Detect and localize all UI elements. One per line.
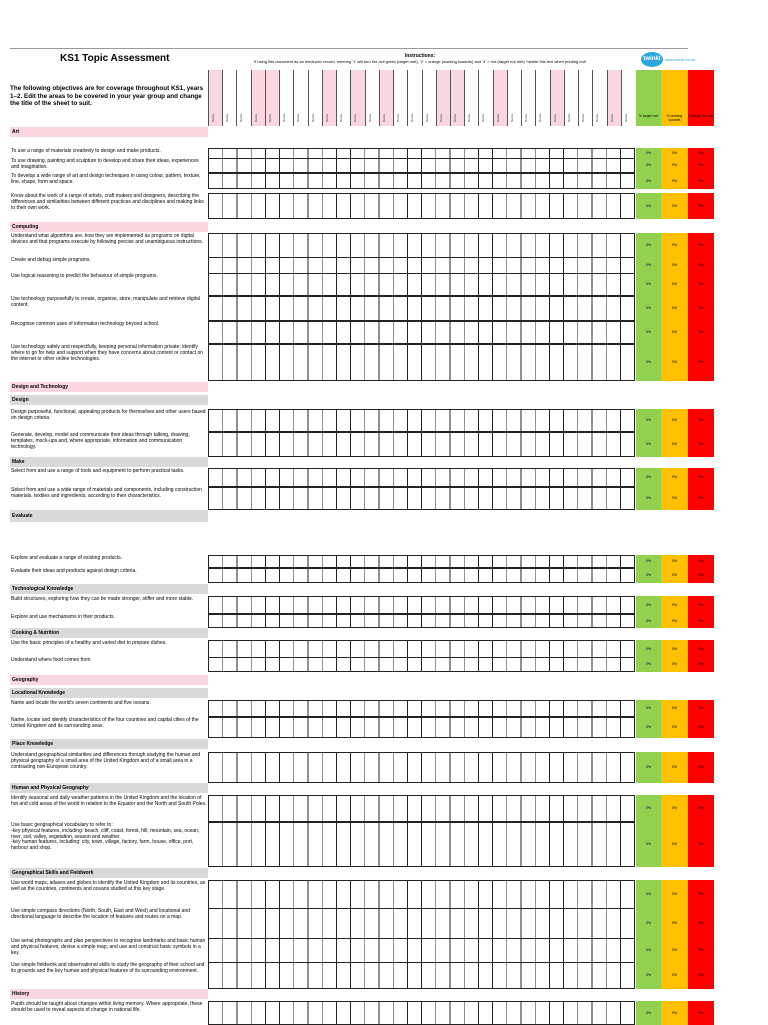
- stat-not-met: 0%: [688, 717, 714, 738]
- name-column-header[interactable]: [336, 70, 350, 126]
- stat-working: 0%: [661, 700, 688, 717]
- objective-text: Name, locate and identify characteristics of the four countries and capital cities of the United Kingdom and its surrounding seas.: [11, 717, 199, 729]
- stat-met: 0%: [636, 880, 661, 909]
- stat-working: 0%: [661, 257, 688, 274]
- stat-met: 0%: [636, 700, 661, 717]
- stat-not-met: 0%: [688, 487, 714, 510]
- stat-met: 0%: [636, 148, 661, 159]
- name-column-header[interactable]: [607, 70, 621, 126]
- objective-text: Select from and use a range of tools and equipment to perform practical tasks.: [11, 468, 185, 474]
- name-column-label: Name: [452, 113, 457, 122]
- name-column-header[interactable]: [379, 70, 393, 126]
- name-column-header[interactable]: [350, 70, 364, 126]
- stat-working: 0%: [661, 640, 688, 658]
- stat-met: 0%: [636, 752, 661, 783]
- assessment-cells[interactable]: [208, 568, 635, 583]
- stat-working: 0%: [661, 273, 688, 296]
- objective-text: Select from and use a wide range of materials and components, including construction materials, textiles and ingredients, according to their characteristics.: [11, 487, 202, 499]
- stat-met: 0%: [636, 596, 661, 614]
- name-column-label: Name: [538, 113, 543, 122]
- stat-not-met: 0%: [688, 596, 714, 614]
- section-heading: Locational Knowledge: [10, 688, 208, 698]
- name-column-label: Name: [211, 113, 215, 122]
- stat-not-met: 0%: [688, 795, 714, 822]
- assessment-cells[interactable]: [208, 296, 635, 321]
- stat-met: 0%: [636, 487, 661, 510]
- stat-not-met: 0%: [688, 962, 714, 989]
- name-column-header[interactable]: [236, 70, 250, 126]
- objective-text: Use technology safely and respectfully, keeping personal information private; identify where to go for help and support when they have concerns about content or contact on the internet or other online technologies.: [11, 344, 204, 362]
- name-column-header[interactable]: [564, 70, 578, 126]
- name-column-label: Name: [524, 113, 529, 122]
- objective-text: Know about the work of a range of artists, craft makers and designers, describing the differences and similarities between different practices and disciplines and making links to their own work.: [11, 193, 204, 211]
- objective-text: To use drawing, painting and sculpture to develop and share their ideas, experiences and imagination.: [11, 158, 199, 170]
- name-column-label: Name: [381, 113, 386, 122]
- stat-not-met: 0%: [688, 822, 714, 867]
- stat-met: 0%: [636, 158, 661, 173]
- stat-met: 0%: [636, 1001, 661, 1025]
- stat-working: 0%: [661, 880, 688, 909]
- stat-not-met: 0%: [688, 158, 714, 173]
- stat-header-working: % working towards: [661, 70, 688, 126]
- stat-not-met: 0%: [688, 257, 714, 274]
- stat-met: 0%: [636, 568, 661, 583]
- assessment-cells[interactable]: [208, 880, 635, 909]
- objective-text: Use simple fieldwork and observational skills to study the geography of their school and its grounds and the key human and physical features of its surrounding environment.: [11, 962, 205, 974]
- objective-text: To develop a wide range of art and design techniques in using colour, pattern, texture, line, shape, form and space.: [11, 173, 201, 185]
- name-column-label: Name: [253, 113, 258, 122]
- stat-working: 0%: [661, 614, 688, 628]
- name-column-header[interactable]: [436, 70, 450, 126]
- stat-met: 0%: [636, 173, 661, 189]
- section-heading: Cooking & Nutrition: [10, 628, 208, 638]
- stat-met: 0%: [636, 409, 661, 432]
- stat-met: 0%: [636, 273, 661, 296]
- logo-mark: twinkl: [641, 52, 663, 67]
- section-heading: Evaluate: [10, 510, 208, 522]
- name-column-header[interactable]: [578, 70, 592, 126]
- objective-text: Generate, develop, model and communicate their ideas through talking, drawing, templates, mock-ups and, where appropriate, information and communication technology.: [11, 432, 190, 450]
- name-column-label: Name: [353, 113, 358, 122]
- stat-working: 0%: [661, 717, 688, 738]
- name-column-header[interactable]: [450, 70, 464, 126]
- stat-not-met: 0%: [688, 880, 714, 909]
- name-column-header[interactable]: [621, 70, 635, 126]
- stat-met: 0%: [636, 640, 661, 658]
- name-column-label: Name: [324, 113, 329, 122]
- instructions: [210, 53, 630, 64]
- assessment-cells[interactable]: [208, 1001, 635, 1025]
- stat-working: 0%: [661, 596, 688, 614]
- instructions-title: Instructions:: [404, 53, 436, 59]
- name-column-header[interactable]: [422, 70, 436, 126]
- instructions-text: If using this document as an electronic record, entering '1' will turn the cell green (target met), '2' = orange (working towards) and '3' = red (target not met) *delete this text when printing out!: [254, 59, 586, 64]
- name-column-header[interactable]: [464, 70, 478, 126]
- objective-text: Build structures, exploring how they can be made stronger, stiffer and more stable.: [11, 596, 194, 602]
- name-column-header[interactable]: [535, 70, 549, 126]
- assessment-cells[interactable]: [208, 173, 635, 189]
- stat-working: 0%: [661, 148, 688, 159]
- assessment-cells[interactable]: [208, 908, 635, 939]
- stat-met: 0%: [636, 908, 661, 939]
- section-heading: Place Knowledge: [10, 739, 208, 749]
- stat-not-met: 0%: [688, 555, 714, 568]
- intro-text: The following objectives are for coverage throughout KS1, years 1–2. Edit the areas to be covered in your year group and change the title of the sheet to suit.: [10, 85, 204, 108]
- name-column-label: Name: [509, 113, 514, 122]
- objective-text: Pupils should be taught about changes within living memory. Where appropriate, these should be used to reveal aspects of change in national life.: [11, 1001, 203, 1013]
- assessment-cells[interactable]: [208, 640, 635, 658]
- objective-text: Identify seasonal and daily weather patterns in the United Kingdom and the location of hot and cold areas of the world in relation to the Equator and the North and South Poles.: [11, 795, 207, 807]
- name-column-label: Name: [367, 113, 372, 122]
- stat-not-met: 0%: [688, 233, 714, 258]
- top-rule: [10, 48, 688, 49]
- stat-not-met: 0%: [688, 344, 714, 381]
- stat-met: 0%: [636, 717, 661, 738]
- stat-not-met: 0%: [688, 296, 714, 321]
- section-heading: Geography: [10, 675, 208, 685]
- assessment-cells[interactable]: [208, 822, 635, 867]
- assessment-cells[interactable]: [208, 717, 635, 738]
- logo-url: www.twinkl.co.uk: [665, 57, 696, 62]
- stat-not-met: 0%: [688, 468, 714, 487]
- section-heading: Human and Physical Geography: [10, 783, 208, 793]
- assessment-cells[interactable]: [208, 596, 635, 614]
- stat-header-not-met: % target not met: [688, 70, 714, 126]
- stat-met: 0%: [636, 795, 661, 822]
- objective-text: Use technology purposefully to create, organise, store, manipulate and retrieve digital content.: [11, 296, 200, 308]
- stat-not-met: 0%: [688, 657, 714, 672]
- stat-met: 0%: [636, 296, 661, 321]
- objective-text: Understand what algorithms are, how they are implemented as programs on digital devices and that programs execute by following precise and unambiguous instructions.: [11, 233, 204, 245]
- objective-text: Use the basic principles of a healthy and varied diet to prepare dishes.: [11, 640, 167, 646]
- section-heading: Design and Technology: [10, 382, 208, 392]
- stat-working: 0%: [661, 752, 688, 783]
- stat-met: 0%: [636, 257, 661, 274]
- assessment-cells[interactable]: [208, 233, 635, 258]
- name-column-label: Name: [566, 113, 571, 122]
- assessment-cells[interactable]: [208, 321, 635, 344]
- stat-working: 0%: [661, 158, 688, 173]
- stat-not-met: 0%: [688, 273, 714, 296]
- name-column-label: Name: [623, 113, 628, 122]
- name-column-header[interactable]: [222, 70, 236, 126]
- objective-text: Explore and evaluate a range of existing products.: [11, 555, 123, 561]
- section-heading: Make: [10, 457, 208, 467]
- name-column-header[interactable]: [521, 70, 535, 126]
- name-column-label: Name: [552, 113, 557, 122]
- stat-working: 0%: [661, 568, 688, 583]
- name-column-label: Name: [225, 113, 230, 122]
- twinkl-logo: [640, 51, 696, 69]
- section-heading: Technological Knowledge: [10, 584, 208, 594]
- stat-working: 0%: [661, 173, 688, 189]
- objective-text: Use basic geographical vocabulary to refer to: -key physical features, including: beach, cliff, coast, forest, hill, mountain, sea, ocean, river, soil, valley, vegetation, season and weather. -key human features, including: city, town, village, factory, farm, house, office, port, harbour and shop.: [11, 822, 200, 852]
- stat-working: 0%: [661, 321, 688, 344]
- stat-met: 0%: [636, 321, 661, 344]
- stat-met: 0%: [636, 193, 661, 219]
- name-column-header[interactable]: [407, 70, 421, 126]
- section-heading: Geographical Skills and Fieldwork: [10, 868, 208, 878]
- section-heading: Art: [10, 127, 208, 137]
- objective-text: Understand where food comes from: [11, 657, 91, 663]
- name-column-header[interactable]: [507, 70, 521, 126]
- name-column-label: Name: [239, 113, 244, 122]
- objective-text: Design purposeful, functional, appealing products for themselves and other users based on design criteria.: [11, 409, 206, 421]
- stat-met: 0%: [636, 468, 661, 487]
- assessment-cells[interactable]: [208, 257, 635, 274]
- stat-working: 0%: [661, 409, 688, 432]
- stat-header-met: % target met: [636, 70, 661, 126]
- name-column-label: Name: [339, 113, 344, 122]
- stat-working: 0%: [661, 938, 688, 963]
- stat-not-met: 0%: [688, 148, 714, 159]
- name-column-label: Name: [424, 113, 429, 122]
- stat-working: 0%: [661, 344, 688, 381]
- section-heading: History: [10, 989, 208, 999]
- name-column-header[interactable]: [265, 70, 279, 126]
- assessment-cells[interactable]: [208, 487, 635, 510]
- stat-not-met: 0%: [688, 938, 714, 963]
- assessment-cells[interactable]: [208, 657, 635, 672]
- stat-met: 0%: [636, 822, 661, 867]
- section-heading: Design: [10, 395, 208, 405]
- stat-working: 0%: [661, 555, 688, 568]
- name-column-header[interactable]: [308, 70, 322, 126]
- assessment-cells[interactable]: [208, 962, 635, 989]
- stat-working: 0%: [661, 296, 688, 321]
- stat-met: 0%: [636, 555, 661, 568]
- stat-not-met: 0%: [688, 193, 714, 219]
- name-column-header[interactable]: [550, 70, 564, 126]
- name-column-label: Name: [267, 113, 272, 122]
- assessment-cells[interactable]: [208, 344, 635, 381]
- assessment-cells[interactable]: [208, 700, 635, 717]
- stat-working: 0%: [661, 657, 688, 672]
- name-column-header[interactable]: [251, 70, 265, 126]
- name-column-header[interactable]: [393, 70, 407, 126]
- assessment-cells[interactable]: [208, 432, 635, 457]
- stat-working: 0%: [661, 487, 688, 510]
- stat-working: 0%: [661, 1001, 688, 1025]
- stat-not-met: 0%: [688, 568, 714, 583]
- objective-text: Explore and use mechanisms in their products.: [11, 614, 115, 620]
- name-column-label: Name: [410, 113, 415, 122]
- stat-working: 0%: [661, 908, 688, 939]
- stat-working: 0%: [661, 193, 688, 219]
- stat-met: 0%: [636, 962, 661, 989]
- assessment-cells[interactable]: [208, 273, 635, 296]
- assessment-cells[interactable]: [208, 938, 635, 963]
- stat-working: 0%: [661, 432, 688, 457]
- name-column-label: Name: [310, 113, 315, 122]
- name-column-header[interactable]: [279, 70, 293, 126]
- stat-working: 0%: [661, 468, 688, 487]
- objective-text: Recognise common uses of information technology beyond school.: [11, 321, 160, 327]
- stat-not-met: 0%: [688, 614, 714, 628]
- objective-text: Use simple compass directions (North, South, East and West) and locational and directional language to describe the location of features and routes on a map.: [11, 908, 190, 920]
- assessment-cells[interactable]: [208, 752, 635, 783]
- assessment-cells[interactable]: [208, 158, 635, 173]
- name-column-label: Name: [595, 113, 600, 122]
- objective-text: Use world maps, atlases and globes to identify the United Kingdom and its countries, as well as the countries, continents and oceans studied at this key stage.: [11, 880, 206, 892]
- stat-met: 0%: [636, 233, 661, 258]
- name-column-label: Name: [282, 113, 287, 122]
- stat-working: 0%: [661, 795, 688, 822]
- name-column-header[interactable]: [478, 70, 492, 126]
- name-column-label: Name: [438, 113, 443, 122]
- name-column-header[interactable]: [322, 70, 336, 126]
- stat-not-met: 0%: [688, 752, 714, 783]
- stat-not-met: 0%: [688, 640, 714, 658]
- assessment-cells[interactable]: [208, 795, 635, 822]
- stat-not-met: 0%: [688, 173, 714, 189]
- assessment-cells[interactable]: [208, 193, 635, 219]
- objective-text: Create and debug simple programs.: [11, 257, 91, 263]
- name-column-label: Name: [581, 113, 586, 122]
- name-column-header[interactable]: [208, 70, 222, 126]
- objective-text: Understand geographical similarities and differences through studying the human and physical geography of a small area of the United Kingdom and of a small area in a contrasting non-European country.: [11, 752, 201, 770]
- assessment-cells[interactable]: [208, 468, 635, 487]
- name-column-header[interactable]: [293, 70, 307, 126]
- stat-working: 0%: [661, 962, 688, 989]
- stat-not-met: 0%: [688, 1001, 714, 1025]
- objective-text: Use aerial photographs and plan perspectives to recognise landmarks and basic human and physical features; devise a simple map; and use and construct basic symbols in a key.: [11, 938, 206, 956]
- objective-text: Name and locate the world's seven continents and five oceans.: [11, 700, 151, 706]
- stat-not-met: 0%: [688, 409, 714, 432]
- objective-text: Use logical reasoning to predict the behaviour of simple programs.: [11, 273, 158, 279]
- name-column-header[interactable]: [592, 70, 606, 126]
- name-column-label: Name: [296, 113, 301, 122]
- assessment-cells[interactable]: [208, 555, 635, 568]
- stat-not-met: 0%: [688, 700, 714, 717]
- objective-text: To use a range of materials creatively to design and make products.: [11, 148, 161, 154]
- name-column-header[interactable]: [365, 70, 379, 126]
- name-column-label: Name: [396, 113, 401, 122]
- name-column-label: Name: [481, 113, 486, 122]
- assessment-cells[interactable]: [208, 409, 635, 432]
- name-column-label: Name: [467, 113, 472, 122]
- stat-met: 0%: [636, 938, 661, 963]
- name-column-header[interactable]: [493, 70, 507, 126]
- name-column-label: Name: [495, 113, 500, 122]
- stat-working: 0%: [661, 822, 688, 867]
- stat-met: 0%: [636, 657, 661, 672]
- assessment-cells[interactable]: [208, 614, 635, 628]
- stat-not-met: 0%: [688, 432, 714, 457]
- stat-not-met: 0%: [688, 321, 714, 344]
- stat-not-met: 0%: [688, 908, 714, 939]
- stat-met: 0%: [636, 432, 661, 457]
- objective-text: Evaluate their ideas and products against design criteria.: [11, 568, 137, 574]
- section-heading: Computing: [10, 222, 208, 232]
- stat-working: 0%: [661, 233, 688, 258]
- page-title: KS1 Topic Assessment: [60, 53, 170, 64]
- name-column-label: Name: [609, 113, 614, 122]
- stat-met: 0%: [636, 344, 661, 381]
- stat-met: 0%: [636, 614, 661, 628]
